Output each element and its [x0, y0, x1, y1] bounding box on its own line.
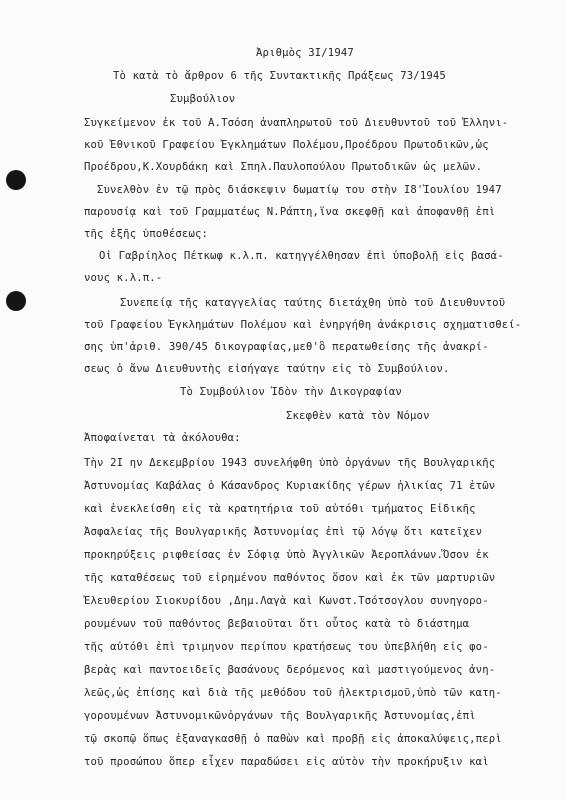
text-line: Συνεπείᾳ τῆς καταγγελίας ταύτης διετάχθη ὑπὸ τοῦ Διευθυντοῦ — [120, 297, 506, 309]
text-line: τῷ σκοπῷ ὅπως ἐξαναγκασθῇ ὁ παθὼν καὶ προβῇ εἰς ἀποκαλύψεις,περὶ — [84, 733, 502, 745]
text-line: Οἱ Γαβρίηλος Πέτκωφ κ.λ.π. κατηγγέλθησαν ἐπὶ ὑποβολῇ εἰς βασά- — [99, 250, 504, 262]
text-line: προκηρύξεις ριφθείσας ἐν Σόφιᾳ ὑπὸ Ἀγγλικῶν Ἀεροπλάνων.Ὅσον ἐκ — [84, 549, 489, 561]
text-line: σεως ὁ ἄνω Διευθυντὴς εἰσήγαγε ταύτην εἰς τὸ Συμβούλιον. — [84, 363, 450, 375]
text-line: τῆς καταθέσεως τοῦ εἰρημένου παθόντος ὅσον καὶ ἐκ τῶν μαρτυριῶν — [84, 572, 496, 584]
text-line: παρουσίᾳ καὶ τοῦ Γραμματέως Ν.Ράπτη,ἵνα σκεφθῇ καὶ ἀποφανθῇ ἐπὶ — [84, 206, 496, 218]
text-line: γορουμένων Ἀστυνομικῶνὀργάνων τῆς Βουλγαρικῆς Ἀστυνομίας,ἐπὶ — [84, 710, 476, 722]
punch-hole-top — [6, 170, 26, 190]
text-line: βερὰς καὶ παντοειδεῖς βασάνους δερόμενος καὶ μαστιγούμενος ἀνη- — [84, 664, 496, 676]
text-line: καὶ ἐνεκλείσθη εἰς τὰ κρατητήρια τοῦ αὐτόθι τμήματος Εἰδικῆς — [84, 503, 476, 515]
text-line: λεῶς,ὡς ἐπίσης καὶ διὰ τῆς μεθόδου τοῦ ἠλεκτρισμοῦ,ὑπὸ τῶν κατη- — [84, 687, 502, 699]
text-line: ρουμένων τοῦ παθόντος βεβαιοῦται ὅτι οὗτος κατὰ τὸ διάστημα — [84, 618, 470, 630]
council-line: Σκεφθὲν κατὰ τὸν Νόμον — [286, 410, 430, 422]
text-line: Συγκείμενον ἐκ τοῦ Α.Τσόση ἀναπληρωτοῦ τοῦ Διευθυντοῦ τοῦ Ἑλληνι- — [84, 117, 509, 129]
text-line: τῆς ἑξῆς ὑποθέσεως: — [84, 228, 209, 240]
text-line: κοῦ Ἐθνικοῦ Γραφείου Ἐγκλημάτων Πολέμου,Προέδρου Πρωτοδικῶν,ὡς — [84, 139, 489, 151]
text-line: τοῦ προσώπου ὅπερ εἶχεν παραδώσει εἰς αὐτὸν τὴν προκήρυξιν καὶ — [84, 756, 489, 768]
document-subheading: Συμβούλιον — [170, 93, 236, 105]
text-line: Ἀσφαλείας τῆς Βουλγαρικῆς Ἀστυνομίας ἐπὶ τῷ λόγῳ ὅτι κατεῖχεν — [84, 526, 483, 538]
punch-hole-bottom — [6, 291, 26, 311]
text-line: τοῦ Γραφείου Ἐγκλημάτων Πολέμου καὶ ἐνηργήθη ἀνάκρισις σχηματισθεί- — [84, 319, 522, 331]
document-heading: Τὸ κατὰ τὸ ἄρθρον 6 τῆς Συντακτικῆς Πράξεως 73/1945 — [113, 70, 446, 82]
document-number: Ἀριθμὸς 3I/1947 — [256, 47, 354, 59]
text-line: νους κ.λ.π.- — [84, 272, 163, 284]
text-line: Ἀστυνομίας Καβάλας ὁ Κάσανδρος Κυριακίδης γέρων ἡλικίας 71 ἐτῶν — [84, 480, 496, 492]
text-line: Ἐλευθερίου Σιοκυρίδου ,Δημ.Λαγὰ καὶ Κωνστ.Τσότσογλου συνηγορο- — [84, 595, 489, 607]
text-line: Προέδρου,Κ.Χουρδάκη καὶ Σπηλ.Παυλοπούλου Πρωτοδικῶν ὡς μελῶν. — [84, 161, 483, 173]
text-line: Συνελθὸν ἐν τῷ πρὸς διάσκεψιν δωματίῳ του στὴν Ι8'Ἰουλίου 1947 — [97, 184, 502, 196]
text-line: τῆς αὐτόθι ἐπὶ τριμηνον περίπου κρατήσεως του ὑπεβλήθη εἰς φο- — [84, 641, 489, 653]
text-line: σης ὑπ'ἀριθ. 390/45 δικογραφίας,μεθ'ὃ περατωθείσης τῆς ἀνακρί- — [84, 341, 489, 353]
decision-label: Ἀποφαίνεται τὰ ἀκόλουθα: — [84, 432, 241, 444]
text-line: Τὴν 2Ι ην Δεκεμβρίου 1943 συνελήφθη ὑπὸ ὀργάνων τῆς Βουλγαρικῆς — [84, 457, 496, 469]
council-line: Τὸ Συμβούλιον Ἰδὸν τὴν Δικογραφίαν — [180, 386, 402, 398]
